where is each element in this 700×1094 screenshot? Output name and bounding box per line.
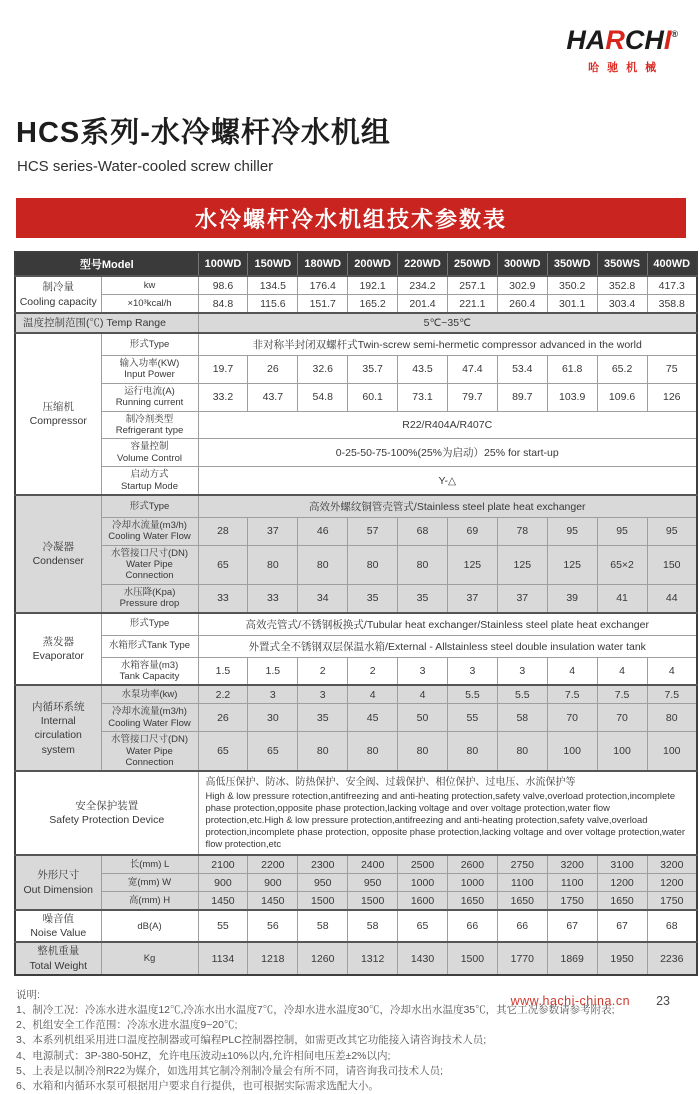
spec-value-cell: 3: [497, 657, 547, 685]
internal-circulation-param-label: 冷却水流量(m3/h) Cooling Water Flow: [101, 704, 198, 732]
spec-value-cell: 2750: [497, 855, 547, 874]
note-item-1: 1、制冷工况：冷冻水进水温度12℃,冷冻水出水温度7℃，冷却水进水温度30℃，冷却水出水温度35℃，其它工况参数请参考附表;: [16, 1003, 615, 1016]
spec-value-cell: 7.5: [547, 685, 597, 704]
spec-value-cell: 57: [348, 517, 398, 545]
internal-circulation-param-label: 水管接口尺寸(DN) Water Pipe Connection: [101, 732, 198, 772]
spec-value-cell: 1950: [597, 942, 647, 974]
spec-value-cell: 26: [198, 704, 248, 732]
spec-value-cell: 1450: [198, 892, 248, 911]
compressor-merged-value: R22/R404A/R407C: [198, 411, 697, 439]
spec-value-cell: 350.2: [547, 276, 597, 295]
model-col-180WD: 180WD: [298, 252, 348, 276]
condenser-param-label: 冷却水流量(m3/h) Cooling Water Flow: [101, 517, 198, 545]
spec-value-cell: 34: [298, 584, 348, 612]
spec-value-cell: 2500: [398, 855, 448, 874]
spec-value-cell: 1450: [248, 892, 298, 911]
spec-value-cell: 80: [398, 732, 448, 772]
spec-value-cell: 80: [348, 732, 398, 772]
internal-circulation-row: [15, 685, 697, 704]
spec-value-cell: 80: [447, 732, 497, 772]
spec-value-cell: 2100: [198, 855, 248, 874]
spec-value-cell: 125: [447, 545, 497, 584]
spec-value-cell: 44: [647, 584, 697, 612]
condenser-param-label: 水压降(Kpa) Pressure drop: [101, 584, 198, 612]
spec-value-cell: 5.5: [497, 685, 547, 704]
spec-value-cell: 134.5: [248, 276, 298, 295]
spec-value-cell: 3100: [597, 855, 647, 874]
spec-value-cell: 1650: [497, 892, 547, 911]
spec-value-cell: 47.4: [447, 356, 497, 384]
section-banner: [16, 198, 686, 238]
spec-value-cell: 33.2: [198, 383, 248, 411]
spec-value-cell: 1650: [447, 892, 497, 911]
spec-value-cell: 80: [497, 732, 547, 772]
compressor-param-label: 输入功率(KW) Input Power: [101, 356, 198, 384]
spec-value-cell: 126: [647, 383, 697, 411]
model-col-350WS: 350WS: [597, 252, 647, 276]
spec-value-cell: 192.1: [348, 276, 398, 295]
spec-value-cell: 66: [497, 910, 547, 942]
spec-value-cell: 2: [298, 657, 348, 685]
spec-value-cell: 35.7: [348, 356, 398, 384]
spec-value-cell: 33: [198, 584, 248, 612]
evaporator-merged-value: 外置式全不锈钢双层保温水箱/External - Allstainless steel double insulation water tank: [198, 635, 697, 657]
compressor-row: [15, 383, 697, 411]
evaporator-param-label: 水箱形式Tank Type: [101, 635, 198, 657]
model-header-label: 型号Model: [15, 252, 198, 276]
spec-value-cell: 65.2: [597, 356, 647, 384]
spec-value-cell: 68: [398, 517, 448, 545]
cooling-capacity-row: [15, 295, 697, 314]
spec-value-cell: 58: [298, 910, 348, 942]
internal-circulation-row: [15, 704, 697, 732]
spec-value-cell: 201.4: [398, 295, 448, 314]
spec-value-cell: 75: [647, 356, 697, 384]
spec-value-cell: 45: [348, 704, 398, 732]
safety-protection-merged-value: 高低压保护、防冰、防热保护、安全阀、过载保护、相位保护、过电压、水流保护等 High & low pressure rotection,antifreezing and anti-heating protection,safety valve,overload protection,incomplete phase protection,opposite phase protection,lacking voltage and over voltage protection,water flow protection,etc.High & low pressure protection,antifreezing and anti-heating protection,safety valve,overload protection,incomplete phase protection, opposite phase protection,lacking voltage and over voltage protection,water flow protection,etc: [198, 771, 697, 855]
noise-value-param-label: dB(A): [101, 910, 198, 942]
spec-value-cell: 2600: [447, 855, 497, 874]
compressor-label: 压缩机 Compressor: [15, 333, 101, 495]
section-banner-text: 水冷螺杆冷水机组技术参数表: [194, 206, 507, 232]
evaporator-param-label: 水箱容量(m3) Tank Capacity: [101, 657, 198, 685]
brand-logo-chinese: 哈驰机械: [588, 62, 665, 74]
note-item-5: 5、上表是以制冷剂R22为媒介，如选用其它制冷剂制冷量会有所不同，请咨询我司技术人员;: [16, 1064, 444, 1077]
spec-value-cell: 80: [348, 545, 398, 584]
compressor-row: [15, 467, 697, 495]
spec-value-cell: 58: [497, 704, 547, 732]
cooling-capacity-label: 制冷量 Cooling capacity: [15, 276, 101, 313]
model-col-220WD: 220WD: [398, 252, 448, 276]
internal-circulation-label: 内循环系统 Internal circulation system: [15, 685, 101, 771]
spec-value-cell: 79.7: [447, 383, 497, 411]
spec-value-cell: 115.6: [248, 295, 298, 314]
out-dimension-param-label: 高(mm) H: [101, 892, 198, 911]
total-weight-row: [15, 942, 697, 974]
condenser-row: [15, 584, 697, 612]
spec-value-cell: 1200: [647, 874, 697, 892]
spec-value-cell: 2: [348, 657, 398, 685]
spec-value-cell: 4: [348, 685, 398, 704]
page-footer: [511, 994, 670, 1008]
spec-value-cell: 54.8: [298, 383, 348, 411]
condenser-label: 冷凝器 Condenser: [15, 495, 101, 613]
condenser-row: [15, 517, 697, 545]
spec-value-cell: 100: [647, 732, 697, 772]
brand-logo: [566, 27, 678, 75]
spec-value-cell: 35: [298, 704, 348, 732]
compressor-row: [15, 333, 697, 356]
spec-value-cell: 109.6: [597, 383, 647, 411]
spec-value-cell: 50: [398, 704, 448, 732]
model-col-150WD: 150WD: [248, 252, 298, 276]
internal-circulation-row: [15, 732, 697, 772]
spec-value-cell: 2236: [647, 942, 697, 974]
out-dimension-label: 外形尺寸 Out Dimension: [15, 855, 101, 910]
spec-value-cell: 95: [597, 517, 647, 545]
spec-value-cell: 3: [398, 657, 448, 685]
spec-value-cell: 65: [198, 545, 248, 584]
spec-value-cell: 33: [248, 584, 298, 612]
condenser-merged-value: 高效外螺纹铜管壳管式/Stainless steel plate heat exchanger: [198, 495, 697, 518]
spec-value-cell: 30: [248, 704, 298, 732]
spec-value-cell: 1500: [447, 942, 497, 974]
spec-value-cell: 1100: [547, 874, 597, 892]
brand-logo-wordmark: HARCHI®: [566, 25, 678, 55]
spec-value-cell: 1430: [398, 942, 448, 974]
spec-table: [14, 251, 698, 976]
note-item-2: 2、机组安全工作范围：冷冻水进水温度9~20℃;: [16, 1019, 238, 1032]
spec-value-cell: 176.4: [298, 276, 348, 295]
cooling-capacity-param-label: kw: [101, 276, 198, 295]
spec-value-cell: 28: [198, 517, 248, 545]
spec-value-cell: 358.8: [647, 295, 697, 314]
spec-value-cell: 55: [447, 704, 497, 732]
compressor-merged-value: 非对称半封闭双螺杆式Twin-screw semi-hermetic compressor advanced in the world: [198, 333, 697, 356]
spec-value-cell: 1312: [348, 942, 398, 974]
evaporator-merged-value: 高效壳管式/不锈钢板换式/Tubular heat exchanger/Stainless steel plate heat exchanger: [198, 613, 697, 636]
spec-value-cell: 3200: [647, 855, 697, 874]
condenser-row: [15, 545, 697, 584]
spec-value-cell: 41: [597, 584, 647, 612]
spec-value-cell: 950: [348, 874, 398, 892]
noise-value-label: 噪音值 Noise Value: [15, 910, 101, 942]
model-col-350WD: 350WD: [547, 252, 597, 276]
temp-range-merged-value: 5℃~35℃: [198, 313, 697, 333]
spec-value-cell: 55: [198, 910, 248, 942]
compressor-row: [15, 356, 697, 384]
spec-value-cell: 2200: [248, 855, 298, 874]
spec-value-cell: 234.2: [398, 276, 448, 295]
safety-protection-label: 安全保护装置 Safety Protection Device: [15, 771, 198, 855]
out-dimension-row: [15, 892, 697, 911]
internal-circulation-param-label: 水泵功率(kw): [101, 685, 198, 704]
spec-value-cell: 35: [348, 584, 398, 612]
compressor-param-label: 容量控制 Volume Control: [101, 439, 198, 467]
spec-value-cell: 66: [447, 910, 497, 942]
spec-value-cell: 1.5: [248, 657, 298, 685]
spec-value-cell: 95: [547, 517, 597, 545]
spec-value-cell: 2300: [298, 855, 348, 874]
spec-value-cell: 80: [647, 704, 697, 732]
compressor-param-label: 形式Type: [101, 333, 198, 356]
spec-value-cell: 900: [248, 874, 298, 892]
spec-value-cell: 5.5: [447, 685, 497, 704]
spec-value-cell: 1650: [597, 892, 647, 911]
spec-value-cell: 43.5: [398, 356, 448, 384]
spec-value-cell: 65: [248, 732, 298, 772]
spec-value-cell: 1500: [348, 892, 398, 911]
spec-value-cell: 60.1: [348, 383, 398, 411]
spec-value-cell: 1869: [547, 942, 597, 974]
spec-value-cell: 1100: [497, 874, 547, 892]
spec-value-cell: 80: [248, 545, 298, 584]
spec-value-cell: 37: [497, 584, 547, 612]
note-item-3: 3、本系列机组采用进口温度控制器或可编程PLC控制器控制，如需更改其它功能接入请咨询技术人员;: [16, 1034, 487, 1047]
spec-value-cell: 73.1: [398, 383, 448, 411]
model-col-100WD: 100WD: [198, 252, 248, 276]
compressor-row: [15, 411, 697, 439]
condenser-param-label: 形式Type: [101, 495, 198, 518]
spec-value-cell: 78: [497, 517, 547, 545]
spec-value-cell: 950: [298, 874, 348, 892]
evaporator-row: [15, 613, 697, 636]
spec-value-cell: 4: [597, 657, 647, 685]
spec-value-cell: 1500: [298, 892, 348, 911]
evaporator-label: 蒸发器 Evaporator: [15, 613, 101, 686]
spec-value-cell: 35: [398, 584, 448, 612]
spec-value-cell: 70: [547, 704, 597, 732]
spec-value-cell: 32.6: [298, 356, 348, 384]
spec-value-cell: 37: [248, 517, 298, 545]
spec-value-cell: 1750: [647, 892, 697, 911]
spec-value-cell: 65×2: [597, 545, 647, 584]
spec-value-cell: 56: [248, 910, 298, 942]
spec-value-cell: 417.3: [647, 276, 697, 295]
spec-value-cell: 68: [647, 910, 697, 942]
note-item-4: 4、电源制式：3P-380-50HZ，允许电压波动±10%以内,允许相间电压差±2%以内;: [16, 1049, 391, 1062]
spec-value-cell: 46: [298, 517, 348, 545]
spec-value-cell: 70: [597, 704, 647, 732]
spec-value-cell: 43.7: [248, 383, 298, 411]
model-col-300WD: 300WD: [497, 252, 547, 276]
note-item-6: 6、水箱和内循环水泵可根据用户要求自行提供，也可根据实际需求选配大小。: [16, 1080, 379, 1093]
spec-value-cell: 7.5: [647, 685, 697, 704]
model-col-200WD: 200WD: [348, 252, 398, 276]
notes-list: [16, 1003, 684, 1094]
notes-title: 说明:: [16, 988, 40, 1001]
temp-range-label: 温度控制范围(℃) Temp Range: [15, 313, 198, 333]
spec-value-cell: 1134: [198, 942, 248, 974]
spec-value-cell: 80: [298, 545, 348, 584]
spec-value-cell: 1260: [298, 942, 348, 974]
spec-value-cell: 4: [398, 685, 448, 704]
spec-value-cell: 58: [348, 910, 398, 942]
out-dimension-row: [15, 855, 697, 874]
noise-value-row: [15, 910, 697, 942]
spec-value-cell: 221.1: [447, 295, 497, 314]
evaporator-param-label: 形式Type: [101, 613, 198, 636]
compressor-row: [15, 439, 697, 467]
spec-value-cell: 1.5: [198, 657, 248, 685]
footer-website-url: www.hachi-china.cn: [510, 994, 631, 1008]
spec-value-cell: 80: [398, 545, 448, 584]
spec-value-cell: 3200: [547, 855, 597, 874]
spec-value-cell: 1000: [447, 874, 497, 892]
spec-value-cell: 26: [248, 356, 298, 384]
spec-value-cell: 165.2: [348, 295, 398, 314]
compressor-param-label: 启动方式 Startup Mode: [101, 467, 198, 495]
spec-value-cell: 1750: [547, 892, 597, 911]
spec-value-cell: 53.4: [497, 356, 547, 384]
spec-value-cell: 3: [298, 685, 348, 704]
spec-value-cell: 303.4: [597, 295, 647, 314]
total-weight-param-label: Kg: [101, 942, 198, 974]
condenser-param-label: 水管接口尺寸(DN) Water Pipe Connection: [101, 545, 198, 584]
spec-value-cell: 900: [198, 874, 248, 892]
spec-value-cell: 100: [597, 732, 647, 772]
safety-protection-row: [15, 771, 697, 855]
temp-range-row: [15, 313, 697, 333]
spec-value-cell: 125: [547, 545, 597, 584]
spec-value-cell: 150: [647, 545, 697, 584]
footer-page-number: 23: [656, 994, 670, 1008]
cooling-capacity-param-label: ×10³kcal/h: [101, 295, 198, 314]
spec-value-cell: 103.9: [547, 383, 597, 411]
compressor-merged-value: Y-△: [198, 467, 697, 495]
spec-value-cell: 39: [547, 584, 597, 612]
spec-value-cell: 301.1: [547, 295, 597, 314]
spec-value-cell: 84.8: [198, 295, 248, 314]
spec-value-cell: 69: [447, 517, 497, 545]
spec-value-cell: 98.6: [198, 276, 248, 295]
spec-value-cell: 2.2: [198, 685, 248, 704]
page-title: HCS系列-水冷螺杆冷水机组: [16, 117, 391, 149]
spec-value-cell: 89.7: [497, 383, 547, 411]
spec-value-cell: 151.7: [298, 295, 348, 314]
spec-value-cell: 67: [547, 910, 597, 942]
cooling-capacity-row: [15, 276, 697, 295]
out-dimension-param-label: 宽(mm) W: [101, 874, 198, 892]
spec-value-cell: 67: [597, 910, 647, 942]
spec-value-cell: 4: [547, 657, 597, 685]
spec-value-cell: 1218: [248, 942, 298, 974]
spec-value-cell: 80: [298, 732, 348, 772]
spec-value-cell: 1600: [398, 892, 448, 911]
model-col-400WD: 400WD: [647, 252, 697, 276]
spec-value-cell: 257.1: [447, 276, 497, 295]
page-subtitle: HCS series-Water-cooled screw chiller: [17, 158, 274, 175]
spec-value-cell: 37: [447, 584, 497, 612]
out-dimension-param-label: 长(mm) L: [101, 855, 198, 874]
evaporator-row: [15, 635, 697, 657]
spec-value-cell: 1200: [597, 874, 647, 892]
spec-value-cell: 7.5: [597, 685, 647, 704]
spec-value-cell: 65: [398, 910, 448, 942]
spec-value-cell: 1770: [497, 942, 547, 974]
compressor-param-label: 运行电流(A) Running current: [101, 383, 198, 411]
spec-value-cell: 1000: [398, 874, 448, 892]
spec-value-cell: 65: [198, 732, 248, 772]
total-weight-label: 整机重量 Total Weight: [15, 942, 101, 974]
out-dimension-row: [15, 874, 697, 892]
spec-value-cell: 100: [547, 732, 597, 772]
spec-value-cell: 302.9: [497, 276, 547, 295]
compressor-param-label: 制冷剂类型 Refrigerant type: [101, 411, 198, 439]
spec-value-cell: 4: [647, 657, 697, 685]
model-col-250WD: 250WD: [447, 252, 497, 276]
spec-value-cell: 125: [497, 545, 547, 584]
spec-value-cell: 352.8: [597, 276, 647, 295]
compressor-merged-value: 0-25-50-75-100%(25%为启动）25% for start-up: [198, 439, 697, 467]
spec-value-cell: 2400: [348, 855, 398, 874]
registered-mark-icon: ®: [671, 29, 678, 39]
spec-value-cell: 3: [447, 657, 497, 685]
spec-value-cell: 19.7: [198, 356, 248, 384]
spec-value-cell: 61.8: [547, 356, 597, 384]
spec-value-cell: 95: [647, 517, 697, 545]
evaporator-row: [15, 657, 697, 685]
spec-value-cell: 260.4: [497, 295, 547, 314]
spec-value-cell: 3: [248, 685, 298, 704]
condenser-row: [15, 495, 697, 518]
